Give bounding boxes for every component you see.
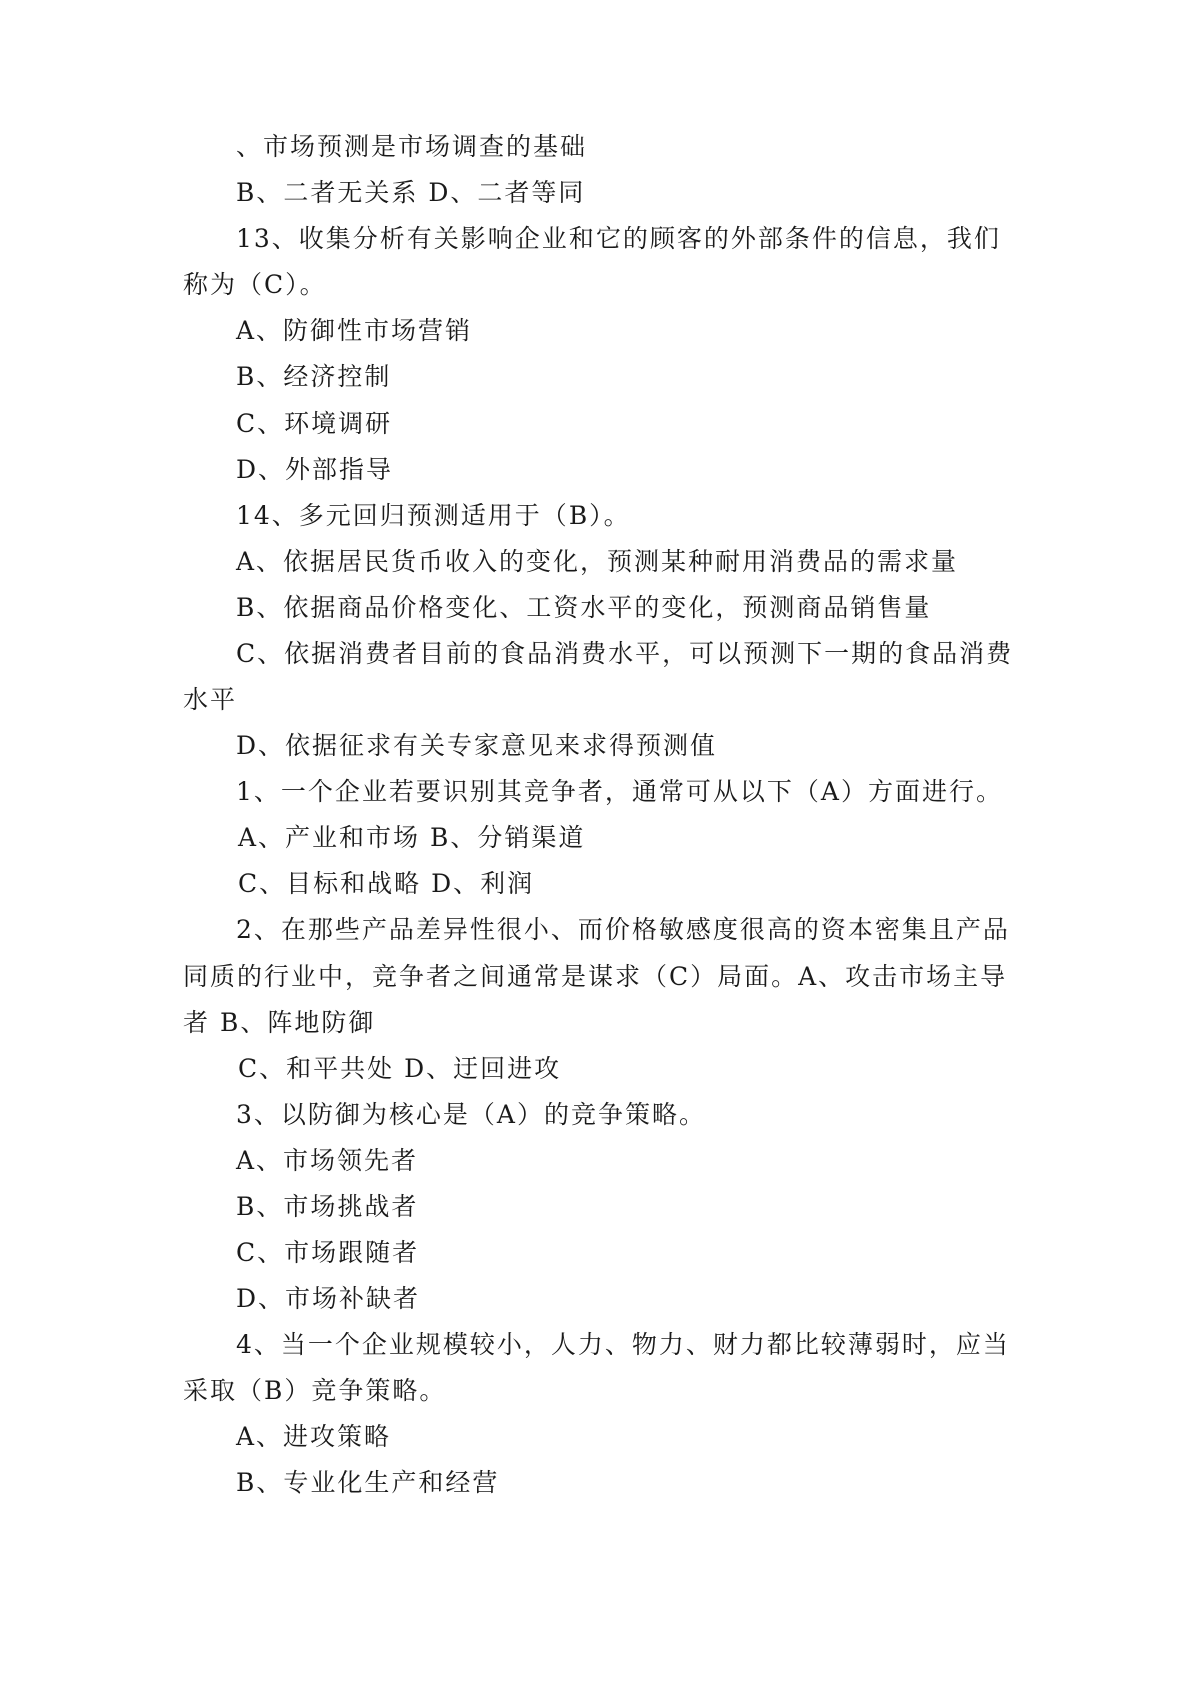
text-line-29: A、进攻策略 <box>236 1422 392 1451</box>
text-line-17: C、目标和战略 D、利润 <box>238 869 535 898</box>
text-line-12: C、依据消费者目前的食品消费水平，可以预测下一期的食品消费 <box>236 639 1014 668</box>
text-line-8: D、外部指导 <box>236 455 394 484</box>
text-line-30: B、专业化生产和经营 <box>236 1468 500 1497</box>
text-line-14: D、依据征求有关专家意见来求得预测值 <box>236 731 718 760</box>
text-line-7: C、环境调研 <box>236 409 393 438</box>
text-line-18: 2、在那些产品差异性很小、而价格敏感度很高的资本密集且产品 <box>236 915 1010 944</box>
text-line-2: B、二者无关系 D、二者等同 <box>236 178 586 207</box>
text-line-21: C、和平共处 D、迂回进攻 <box>238 1054 562 1083</box>
text-line-27: 4、当一个企业规模较小，人力、物力、财力都比较薄弱时，应当 <box>236 1330 1010 1359</box>
text-line-6: B、经济控制 <box>236 362 392 391</box>
text-line-28: 采取（B）竞争策略。 <box>183 1376 447 1405</box>
text-line-19: 同质的行业中，竞争者之间通常是谋求（C）局面。A、攻击市场主导 <box>183 962 1008 991</box>
text-line-23: A、市场领先者 <box>236 1146 419 1175</box>
text-line-15: 1、一个企业若要识别其竞争者，通常可从以下（A）方面进行。 <box>236 777 1003 806</box>
text-line-11: B、依据商品价格变化、工资水平的变化，预测商品销售量 <box>236 593 932 622</box>
text-line-25: C、市场跟随者 <box>236 1238 420 1267</box>
text-line-9: 14、多元回归预测适用于（B）。 <box>236 501 631 530</box>
text-line-13: 水平 <box>183 685 238 714</box>
text-line-10: A、依据居民货币收入的变化，预测某种耐用消费品的需求量 <box>236 547 959 576</box>
text-line-26: D、市场补缺者 <box>236 1284 421 1313</box>
text-line-24: B、市场挑战者 <box>236 1192 419 1221</box>
text-line-4: 称为（C）。 <box>183 270 327 299</box>
text-line-5: A、防御性市场营销 <box>236 316 473 345</box>
text-line-1: 、市场预测是市场调查的基础 <box>236 132 588 161</box>
text-line-22: 3、以防御为核心是（A）的竞争策略。 <box>236 1100 706 1129</box>
text-line-3: 13、收集分析有关影响企业和它的顾客的外部条件的信息，我们 <box>236 224 1001 253</box>
text-line-20: 者 B、阵地防御 <box>183 1008 376 1037</box>
text-line-16: A、产业和市场 B、分销渠道 <box>238 823 586 852</box>
